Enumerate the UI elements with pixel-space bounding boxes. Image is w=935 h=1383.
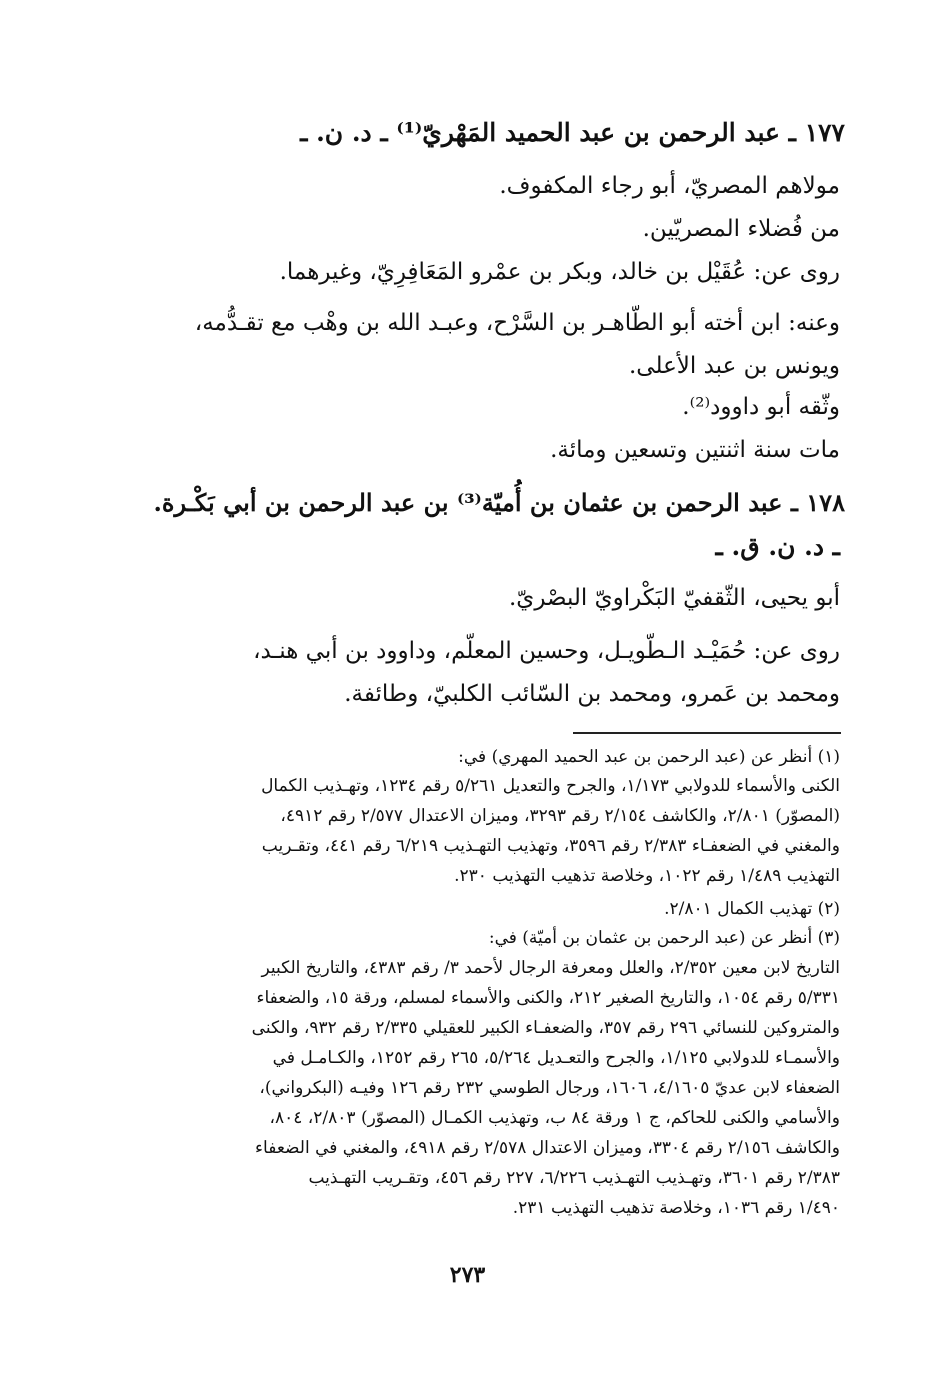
footnote-3-line: والكاشف ٢/١٥٦ رقم ٣٣٠٤، وميزان الاعتدال ٢/٥٧٨ رقم ٤٩١٨، والمغني في الضعفاء [255,1138,840,1158]
footnote-3-title: (٣) أنظر عن (عبد الرحمن بن عثمان بن أميّة) في: [488,928,840,948]
entry-177-line: وعنه: ابن أخته أبو الطّاهـر بن السَّرْح، وعبـد الله بن وهْب مع تقـدُّمه، [194,310,840,336]
entry-178-line: روى عن: حُمَيْـد الـطّويـل، وحسين المعلّم، وداوود بن أبي هنـد، [253,638,840,664]
entry-177-heading: ١٧٧ ـ عبد الرحمن بن عبد الحميد المَهْريّ⁽¹⁾ ـ د. ن. ـ [300,118,845,147]
entry-177-line: مات سنة اثنتين وتسعين ومائة. [550,437,840,463]
footnote-1-line: والمغني في الضعفـاء ٢/٣٨٣ رقم ٣٥٩٦، وتهذيب التهـذيب ٦/٢١٩ رقم ٤٤١، وتقـريب [261,836,840,856]
footnote-3-line: ٥/٣٣١ رقم ١٠٥٤، والتاريخ الصغير ٢١٢، والكنى والأسماء لمسلم، ورقة ١٥، والضعفاء [256,988,840,1008]
footnote-3-line: الضعفاء لابن عديّ ٤/١٦٠٥، ١٦٠٦، ورجال الطوسي ٢٣٢ رقم ١٢٦ وفيـه (البكرواني)، [259,1078,840,1098]
footnote-1-line: الكنى والأسماء للدولابي ١/١٧٣، والجرح والتعديل ٥/٢٦١ رقم ١٢٣٤، وتهـذيب الكمال [261,776,840,796]
footnote-divider [573,732,841,734]
entry-178-heading-cont: ـ د. ن. ق. ـ [715,532,840,561]
entry-178-line: ومحمد بن عَمرو، ومحمد بن السّائب الكلبيّ، وطائفة. [344,681,840,707]
footnote-1-line: (المصوّر) ٢/٨٠١، والكاشف ٢/١٥٤ رقم ٣٢٩٣، وميزان الاعتدال ٢/٥٧٧ رقم ٤٩١٢، [280,806,840,826]
entry-177-line: من فُضلاء المصريّين. [642,216,840,242]
footnote-1-title: (١) أنظر عن (عبد الرحمن بن عبد الحميد المهري) في: [458,747,840,767]
entry-178-line: أبو يحيى، الثّقفيّ البَكْراويّ البصْريّ. [509,585,840,611]
page-number: ٢٧٣ [449,1262,486,1288]
entry-177-line: مولاهم المصريّ، أبو رجاء المكفوف. [499,173,840,199]
footnote-3-line: والأسمـاء للدولابي ١/١٢٥، والجرح والتعـديل ٥/٢٦٤، ٢٦٥ رقم ١٢٥٢، والكـامـل في [272,1048,840,1068]
entry-178-heading: ١٧٨ ـ عبد الرحمن بن عثمان بن أُميّة⁽³⁾ بن عبد الرحمن بن أبي بَكْـرة. [153,488,845,517]
footnote-2: (٢) تهذيب الكمال ٢/٨٠١. [664,899,840,919]
entry-177-line: ويونس بن عبد الأعلى. [628,353,840,379]
footnote-3-line: التاريخ لابن معين ٢/٣٥٢، والعلل ومعرفة الرجال لأحمد ٣/ رقم ٤٣٨٣، والتاريخ الكبير [261,958,840,978]
footnote-3-line: ١/٤٩٠ رقم ١٠٣٦، وخلاصة تذهيب التهذيب ٢٣١. [512,1198,840,1218]
entry-177-line: وثّقه أبو داوود⁽²⁾. [682,394,840,420]
footnote-3-line: والأسامي والكنى للحاكم، ج ١ ورقة ٨٤ ب، وتهذيب الكمـال (المصوّر) ٢/٨٠٣، ٨٠٤، [269,1108,840,1128]
footnote-3-line: ٢/٣٨٣ رقم ٣٦٠١، وتهـذيب التهـذيب ٦/٢٢٦، ٢٢٧ رقم ٤٥٦، وتقـريب التهـذيب [308,1168,840,1188]
footnote-3-line: والمتروكين للنسائي ٢٩٦ رقم ٣٥٧، والضعفـاء الكبير للعقيلي ٢/٣٣٥ رقم ٩٣٢، والكنى [251,1018,840,1038]
entry-177-line: روى عن: عُقَيْل بن خالد، وبكر بن عمْرو المَعَافِرِيّ، وغيرهما. [279,259,840,285]
footnote-1-line: التهذيب ١/٤٨٩ رقم ١٠٢٢، وخلاصة تذهيب التهذيب ٢٣٠. [454,866,840,886]
